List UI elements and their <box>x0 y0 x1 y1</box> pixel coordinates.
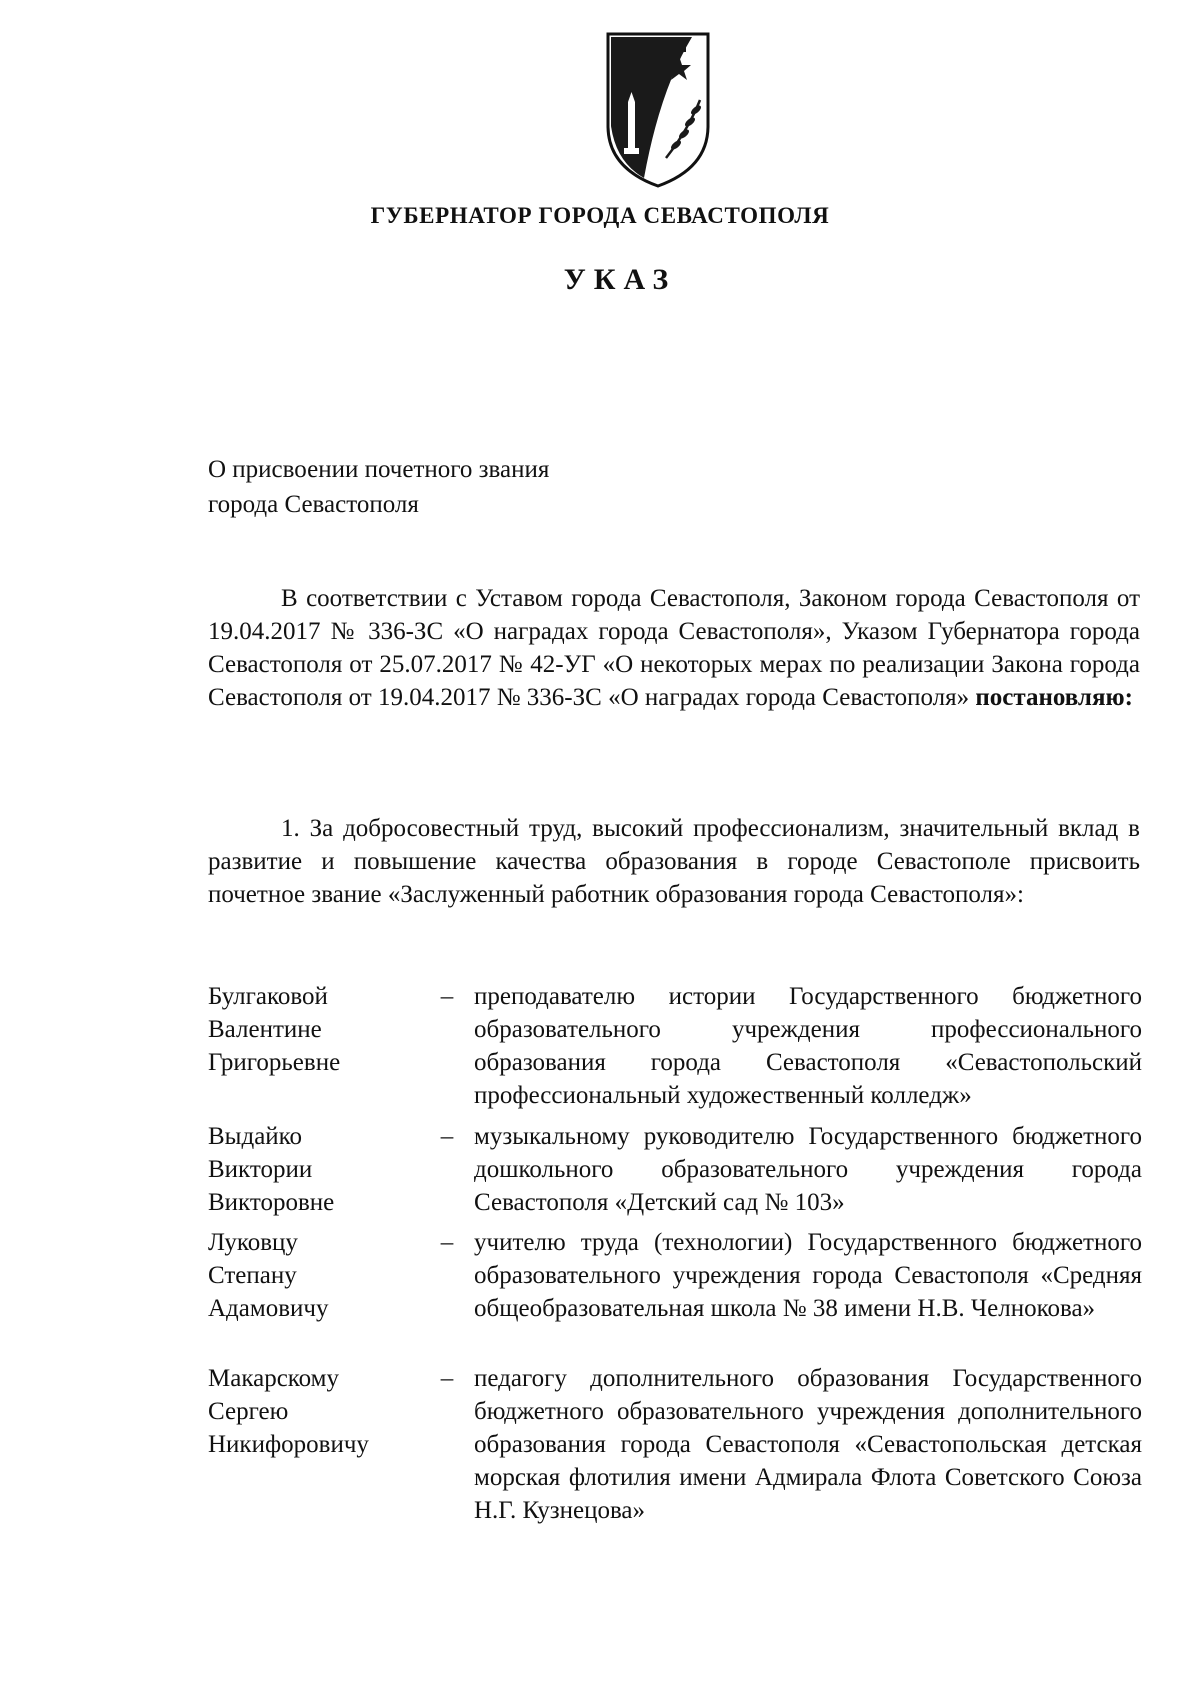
issuer-title: ГУБЕРНАТОР ГОРОДА СЕВАСТОПОЛЯ <box>370 203 830 228</box>
preamble-paragraph <box>208 582 1140 714</box>
awardee-description: учителю труда (технологии) Государственного бюджетного образовательного учреждения города Севастополя «Средняя общеобразовательная школа № 38 имени Н.В. Челнокова» <box>474 1229 1142 1322</box>
subject-line-1: О присвоении почетного звания <box>208 456 550 483</box>
awardee-dash: – <box>440 1365 454 1392</box>
decree-subject <box>208 452 549 522</box>
awardee-first-name: Степану <box>208 1262 297 1289</box>
awardee-surname: Выдайко <box>208 1123 303 1150</box>
awardee-surname: Луковцу <box>208 1229 298 1256</box>
awardee-first-name: Виктории <box>208 1156 313 1183</box>
awardee-description: педагогу дополнительного образования Государственного бюджетного образовательного учреждения дополнительного образования города Севастополя «Севастопольская детская морская флотилия имени Адмирала Флота Советского Союза Н.Г. Кузнецова» <box>474 1365 1142 1524</box>
awardee-patronymic: Викторовне <box>208 1189 335 1216</box>
subject-line-2: города Севастополя <box>208 491 419 518</box>
document-type: УКАЗ <box>563 263 677 296</box>
awardee-name <box>208 980 428 1079</box>
awardee-name <box>208 1226 428 1325</box>
awardee-patronymic: Никифоровичу <box>208 1431 369 1458</box>
awardee-surname: Булгаковой <box>208 983 328 1010</box>
awardee-first-name: Валентине <box>208 1016 322 1043</box>
preamble-text: В соответствии с Уставом города Севастополя, Законом города Севастополя от 19.04.2017 № 336-ЗС «О наградах города Севастополя», Указом Губернатора города Севастополя от 25.07.2017 № 42-УГ «О некоторых мерах по реализации Закона города Севастополя от 19.04.2017 № 336-ЗС «О наградах города Севастополя» <box>208 585 1140 711</box>
awardee-patronymic: Адамовичу <box>208 1295 329 1322</box>
awardee-name <box>208 1120 428 1219</box>
awardee-first-name: Сергею <box>208 1398 289 1425</box>
awardee-dash: – <box>440 983 454 1010</box>
awardee-surname: Макарскому <box>208 1365 340 1392</box>
clause-1-paragraph: 1. За добросовестный труд, высокий профессионализм, значительный вклад в развитие и повышение качества образования в городе Севастополе присвоить почетное звание «Заслуженный работник образования города Севастополя»: <box>208 815 1140 908</box>
awardee-description: музыкальному руководителю Государственного бюджетного дошкольного образовательного учреждения города Севастополя «Детский сад № 103» <box>474 1123 1142 1216</box>
awardee-patronymic: Григорьевне <box>208 1049 341 1076</box>
sevastopol-coat-of-arms-icon <box>604 30 712 190</box>
awardee-description: преподавателю истории Государственного бюджетного образовательного учреждения профессионального образования города Севастополя «Севастопольский профессиональный художественный колледж» <box>474 983 1142 1109</box>
awardee-dash: – <box>440 1229 454 1256</box>
awardee-name <box>208 1362 428 1461</box>
awardee-dash: – <box>440 1123 454 1150</box>
decree-word: постановляю: <box>975 684 1133 711</box>
